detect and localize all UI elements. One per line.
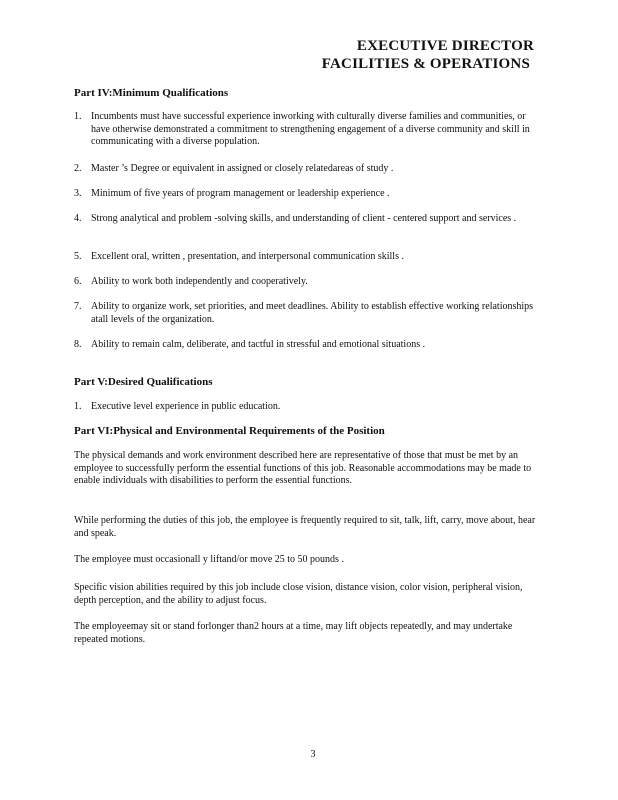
list-item-number: 7. [74,301,82,312]
list-item [74,251,544,264]
list-item [74,163,544,176]
list-item-number: 1. [74,401,82,412]
list-item-text: Ability to remain calm, deliberate, and tactful in stressful and emotional situations . [91,339,426,350]
list-item-number: 2. [74,163,82,174]
section-heading-part6: Part VI:Physical and Environmental Requirements of the Position [74,425,385,437]
list-item [74,276,544,289]
paragraph-physical-demands: The physical demands and work environment described here are representative of those that must be met by an employee to successfully perform the essential functions of this job. Reasonable accommodations may be made to enable individuals with disabilities to perform the essential functions. [74,450,532,486]
list-item-text: Executive level experience in public education. [91,401,281,412]
page-number: 3 [310,749,316,760]
paragraph-vision: Specific vision abilities required by this job include close vision, distance vision, color vision, peripheral vision, depth perception, and the ability to adjust focus. [74,582,523,606]
list-item [74,213,544,226]
list-item-text: Ability to organize work, set priorities, and meet deadlines. Ability to establish effective working relationships atall levels of the organization. [91,301,534,325]
list-item [74,111,544,149]
list-item-number: 6. [74,276,82,287]
list-item-text: Excellent oral, written , presentation, and interpersonal communication skills . [91,251,404,262]
list-item [74,188,544,201]
paragraph-sitting-standing: The employeemay sit or stand forlonger than2 hours at a time, may lift objects repeatedly, and may undertake repeated motions. [74,621,513,645]
list-item-text: Incumbents must have successful experience inworking with culturally diverse families and communities, or have otherwise demonstrated a commitment to strengthening engagement of a diverse community and skill in communicating with a diverse population. [91,111,530,147]
document-title-line1: EXECUTIVE DIRECTOR [356,38,534,54]
paragraph-lifting: The employee must occasionall y liftand/or move 25 to 50 pounds . [74,554,344,565]
list-item-number: 5. [74,251,82,262]
section-heading-part5: Part V:Desired Qualifications [74,376,213,388]
list-item-text: Master ’s Degree or equivalent in assigned or closely relatedareas of study . [91,163,394,174]
list-item-text: Minimum of five years of program management or leadership experience . [91,188,390,199]
list-item-number: 3. [74,188,82,199]
paragraph-duties: While performing the duties of this job, the employee is frequently required to sit, talk, lift, carry, move about, hear and speak. [74,515,536,539]
list-item-number: 8. [74,339,82,350]
list-item [74,401,544,414]
document-title-line2: FACILITIES & OPERATIONS [321,56,530,72]
section-heading-part4: Part IV:Minimum Qualifications [74,87,229,99]
list-item-number: 1. [74,111,82,122]
list-item-number: 4. [74,213,82,224]
list-item [74,301,544,326]
list-item-text: Strong analytical and problem -solving skills, and understanding of client - centered support and services . [91,213,517,224]
list-item-text: Ability to work both independently and cooperatively. [91,276,308,287]
list-item [74,339,544,352]
